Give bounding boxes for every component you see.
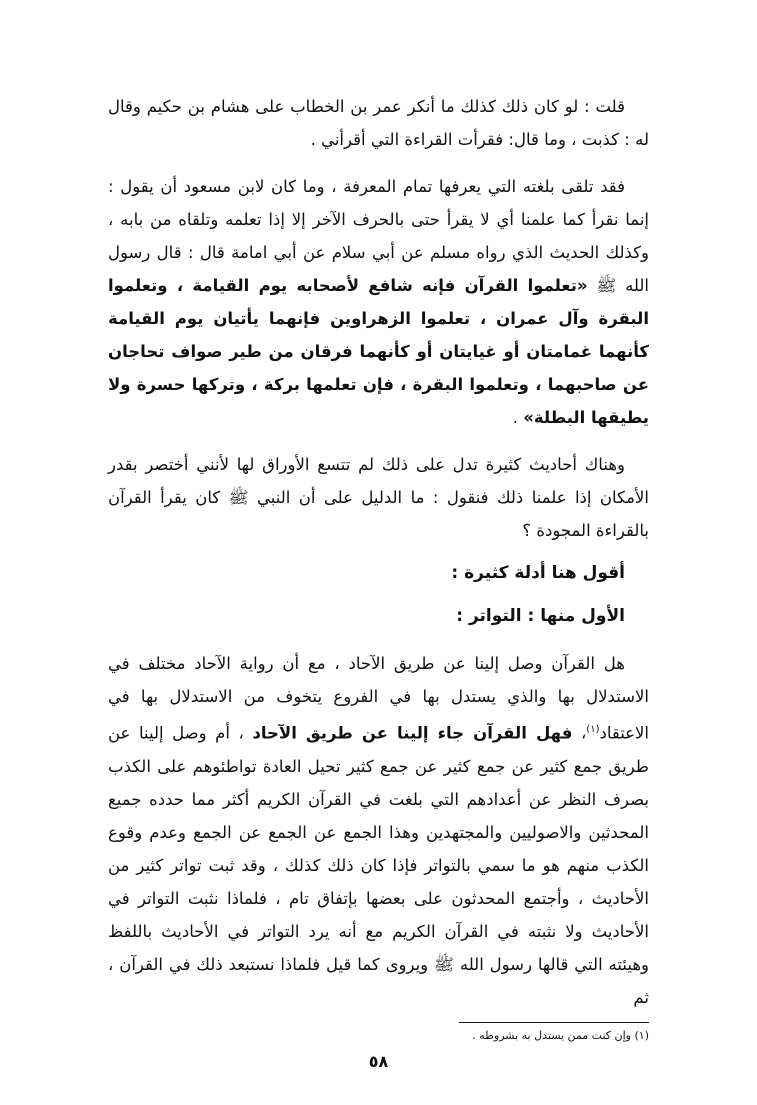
page-number: ٥٨ [368, 1052, 389, 1071]
paragraph-4-text-c: ، أم وصل إلينا عن طريق جمع كثير عن جمع كثير عن جمع كثير تحيل العادة تواطئوهم على الكذب بصرف النظر عن أعدادهم التي بلغت في القرآن الكريم أكثر مما حدده جميع المحدثين والاصوليين والمجتهدين وهذا الجمع عن الجمع عن الجمع وعدم وقوع الكذب منهم هو ما سمي بالتواتر فإذا كان ذلك كذلك ، وقد ثبت تواتر كثير من الأحاديث ، وأجتمع المحدثون على بعضها بإتفاق تام ، فلماذا نثبت التواتر في الأحاديث ولا نثبته في القرآن الكريم مع أنه يرد التواتر في الأحاديث باللفظ وهيئته التي قالها رسول الله ﷺ ويروى كما قيل فلماذا نستبعد ذلك في القرآن ، ثم [108, 723, 649, 1007]
paragraph-4-text-b: ، [572, 723, 587, 743]
heading-tawatur: الأول منها : التواتر : [456, 606, 625, 626]
heading-evidence: أقول هنا أدلة كثيرة : [451, 563, 625, 583]
paragraph-4 [108, 647, 649, 1014]
footnote-divider [459, 1022, 649, 1023]
paragraph-4-bold: فهل القرآن جاء إلينا عن طريق الآحاد [252, 723, 573, 743]
paragraph-2-text: فقد تلقى بلغته التي يعرفها تمام المعرفة ، وما كان لابن مسعود أن يقول : إنما نقرأ كما علمنا أي لا يقرأ حتى بالحرف الآخر إلا إذا تعلمه وتلقاه من بابه ، وكذلك الحديث الذي رواه مسلم عن أبي سلام عن أبي امامة قال : قال رسول الله ﷺ [108, 177, 649, 295]
footnote: (١) وإن كنت ممن يستدل به بشروطه . [472, 1028, 649, 1042]
paragraph-2-end: . [512, 408, 524, 427]
paragraph-2 [108, 170, 649, 434]
paragraph-3: وهناك أحاديث كثيرة تدل على ذلك لم تتسع الأوراق لها لأنني أختصر بقدر الأمكان إذا علمنا ذلك فنقول : ما الدليل على أن النبي ﷺ كان يقرأ القرآن بالقراءة المجودة ؟ [108, 455, 649, 540]
footnote-marker: (١) [586, 724, 600, 735]
hadith-quote: «تعلموا القرآن فإنه شافع لأصحابه يوم القيامة ، وتعلموا البقرة وآل عمران ، تعلموا الزهراوين فإنهما يأتيان يوم القيامة كأنهما غمامتان أو غيايتان أو كأنهما فرقان من طير صواف تحاجان عن صاحبهما ، وتعلموا البقرة ، فإن تعلمها بركة ، وتركها حسرة ولا يطيقها البطلة» [108, 276, 649, 427]
paragraph-1: قلت : لو كان ذلك كذلك ما أنكر عمر بن الخطاب على هشام بن حكيم وقال له : كذبت ، وما قال: فقرأت القراءة التي أقرأني . [108, 97, 649, 149]
paragraph-4-text-a: هل القرآن وصل إلينا عن طريق الآحاد ، مع أن رواية الآحاد مختلف في الاستدلال بها والذي يستدل بها في الفروع يتخوف من الاستدلال بها في الاعتقاد [108, 654, 650, 743]
page-body [108, 90, 649, 1105]
